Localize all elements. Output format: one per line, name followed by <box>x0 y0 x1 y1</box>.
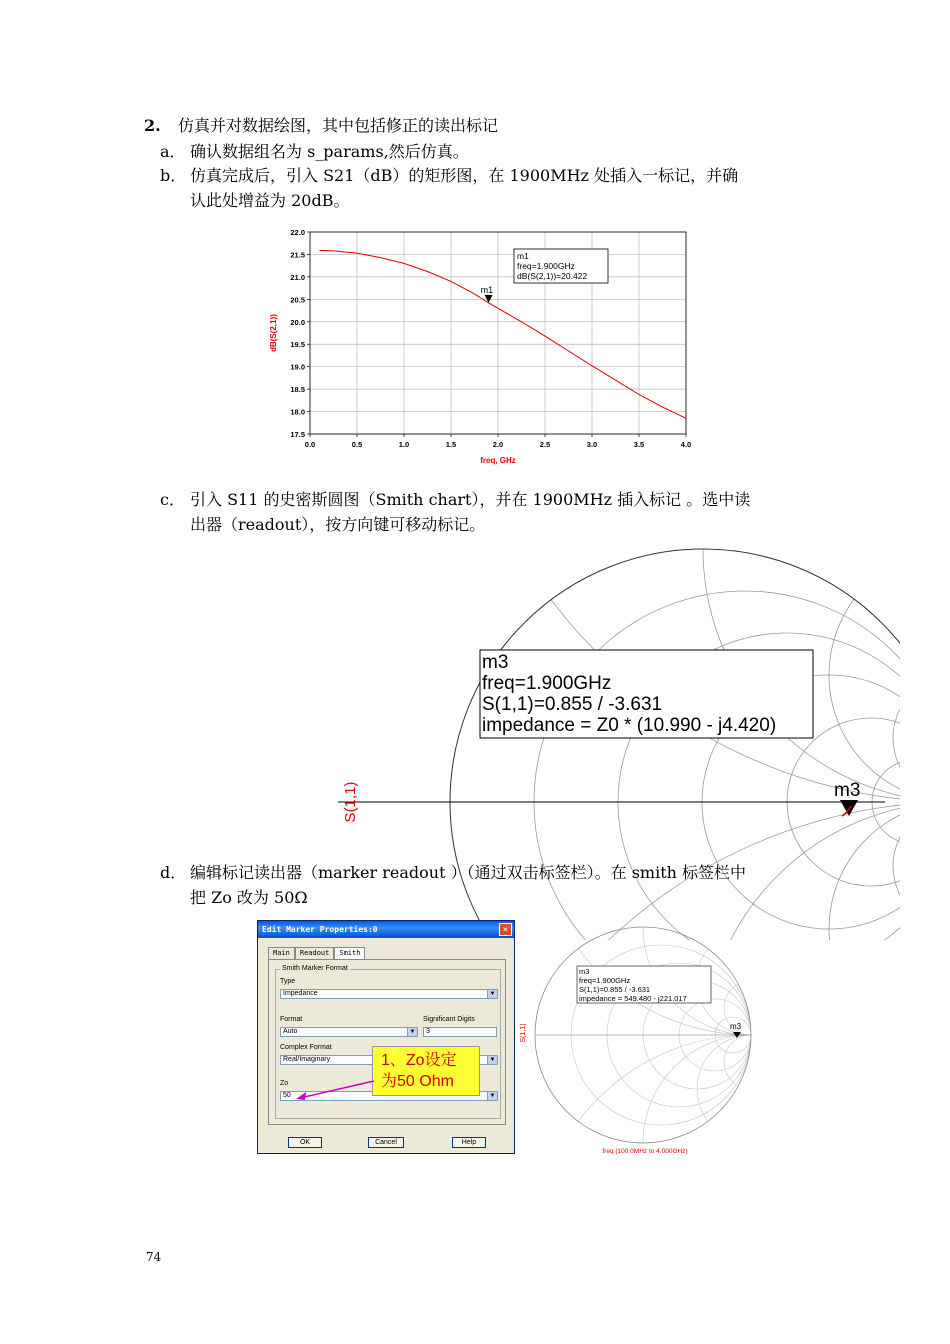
s21-y-tick-label: 21.0 <box>290 272 305 282</box>
s21-y-tick-label: 17.5 <box>290 430 305 439</box>
format-value: Auto <box>283 1028 298 1035</box>
smith-large-ylabel: S(1,1) <box>342 781 359 823</box>
s21-x-tick-label: 4.0 <box>680 440 692 449</box>
group-label: Smith Marker Format <box>282 965 348 972</box>
s21-ticks <box>290 228 691 449</box>
m1-readout-line: dB(S(2,1))=20.422 <box>517 271 588 281</box>
tab-readout[interactable]: Readout <box>295 947 335 959</box>
help-button[interactable]: Help <box>452 1137 486 1148</box>
s21-y-tick-label: 20.5 <box>290 295 305 305</box>
m3-readout-line: S(1,1)=0.855 / -3.631 <box>579 985 651 994</box>
step-c-text-1: 引入 S11 的史密斯圆图（Smith chart），并在 1900MHz 插入标记 。选中读 <box>190 490 751 509</box>
m3-readout-line: m3 <box>482 652 509 673</box>
significant-digits-value: 3 <box>426 1028 430 1035</box>
s21-x-tick-label: 3.5 <box>633 440 645 449</box>
significant-digits-label: Significant Digits <box>423 1016 475 1023</box>
tab-smith[interactable]: Smith <box>334 947 365 959</box>
complex-format-value: Real/Imaginary <box>283 1056 331 1063</box>
s21-curve <box>319 250 686 418</box>
s21-x-tick-label: 3.0 <box>586 440 598 449</box>
callout-line-1: 1、Zo设定 <box>381 1052 457 1069</box>
chevron-down-icon[interactable]: ▼ <box>407 1028 417 1036</box>
format-label: Format <box>280 1016 303 1023</box>
s21-x-tick-label: 1.5 <box>445 440 457 449</box>
m3-label-small: m3 <box>730 1022 742 1031</box>
m3-readout-line: S(1,1)=0.855 / -3.631 <box>482 694 663 715</box>
callout-line-2: 为50 Ohm <box>381 1073 454 1090</box>
cancel-button[interactable]: Cancel <box>368 1137 404 1148</box>
dialog-title: Edit Marker Properties:0 <box>262 925 378 934</box>
m3-readout-line: freq=1.900GHz <box>579 976 631 985</box>
smith-small-ylabel: S(1,1) <box>520 1023 527 1043</box>
s21-y-tick-label: 20.0 <box>290 317 305 327</box>
tab-main[interactable]: Main <box>268 947 295 959</box>
s21-y-tick-label: 19.5 <box>290 340 305 350</box>
step-c-text-2: 出器（readout），按方向键可移动标记。 <box>190 515 486 534</box>
step-a-label: a． <box>160 142 186 161</box>
section-title: 仿真并对数据绘图，其中包括修正的读出标记 <box>178 116 499 135</box>
s21-y-tick-label: 18.0 <box>290 407 305 417</box>
m3-readout-line: impedance = Z0 * (10.990 - j4.420) <box>482 715 777 736</box>
s21-y-tick-label: 19.0 <box>290 362 305 372</box>
chevron-down-icon[interactable]: ▼ <box>487 1092 497 1100</box>
s21-x-tick-label: 2.0 <box>492 440 504 449</box>
m3-readout-large <box>480 650 813 738</box>
smith-chart-small <box>515 925 760 1157</box>
arrow-head-icon <box>296 1092 306 1100</box>
m1-readout-line: m1 <box>517 251 529 261</box>
step-d-label: d． <box>160 863 187 882</box>
m3-readout-line: m3 <box>579 967 590 976</box>
m1-readout <box>514 249 608 283</box>
callout-arrow <box>290 1078 380 1106</box>
format-select[interactable] <box>280 1027 418 1037</box>
s21-y-tick-label: 22.0 <box>290 228 305 237</box>
step-d-text-2: 把 Zo 改为 50Ω <box>190 888 308 907</box>
s21-x-tick-label: 1.0 <box>398 440 410 449</box>
zo-label: Zo <box>280 1080 289 1087</box>
m1-label: m1 <box>480 284 494 295</box>
step-a-text: 确认数据组名为 s_params,然后仿真。 <box>190 142 469 161</box>
complex-format-label: Complex Format <box>280 1044 332 1051</box>
s21-xlabel: freq, GHz <box>480 456 516 465</box>
ok-button[interactable]: OK <box>288 1137 322 1148</box>
type-select[interactable] <box>280 989 498 999</box>
significant-digits-input[interactable] <box>423 1027 497 1037</box>
smith-small-xlabel: freq (100.0MHz to 4.000GHz) <box>602 1148 688 1155</box>
type-label: Type <box>280 978 296 985</box>
zo-value: 50 <box>283 1092 291 1099</box>
s21-plot <box>262 222 700 468</box>
edit-marker-dialog <box>257 920 515 1154</box>
s21-y-tick-label: 18.5 <box>290 385 305 395</box>
page-number: 74 <box>146 1250 162 1264</box>
chevron-down-icon[interactable]: ▼ <box>487 1056 497 1064</box>
close-icon[interactable]: ✕ <box>499 923 512 936</box>
smith-small-grid <box>535 925 760 1157</box>
step-b-text-1: 仿真完成后，引入 S21（dB）的矩形图，在 1900MHz 处插入一标记，并确 <box>190 166 739 185</box>
m3-readout-small <box>577 966 711 1003</box>
s21-x-tick-label: 2.5 <box>539 440 551 449</box>
m1-readout-line: freq=1.900GHz <box>517 261 575 271</box>
step-d-text-1: 编辑标记读出器（marker readout ）（通过双击标签栏）。在 smith 标签栏中 <box>190 863 747 882</box>
zo-callout <box>372 1046 480 1096</box>
step-b-label: b． <box>160 166 187 185</box>
s21-grid <box>310 232 686 434</box>
dialog-title-bar[interactable] <box>258 921 514 938</box>
s21-x-tick-label: 0.0 <box>304 440 316 449</box>
chevron-down-icon[interactable]: ▼ <box>487 990 497 998</box>
step-c-label: c． <box>160 490 185 509</box>
type-value: Impedance <box>283 990 318 997</box>
s21-ylabel: dB(S(2,1)) <box>269 314 278 352</box>
m3-readout-line: impedance = 549.480 - j221.017 <box>579 994 687 1003</box>
s21-y-tick-label: 21.5 <box>290 250 305 260</box>
s21-x-tick-label: 0.5 <box>351 440 363 449</box>
section-number: 2. <box>144 116 161 135</box>
step-b-text-2: 认此处增益为 20dB。 <box>190 191 350 210</box>
m3-label-large: m3 <box>834 780 861 801</box>
m3-readout-line: freq=1.900GHz <box>482 673 612 694</box>
